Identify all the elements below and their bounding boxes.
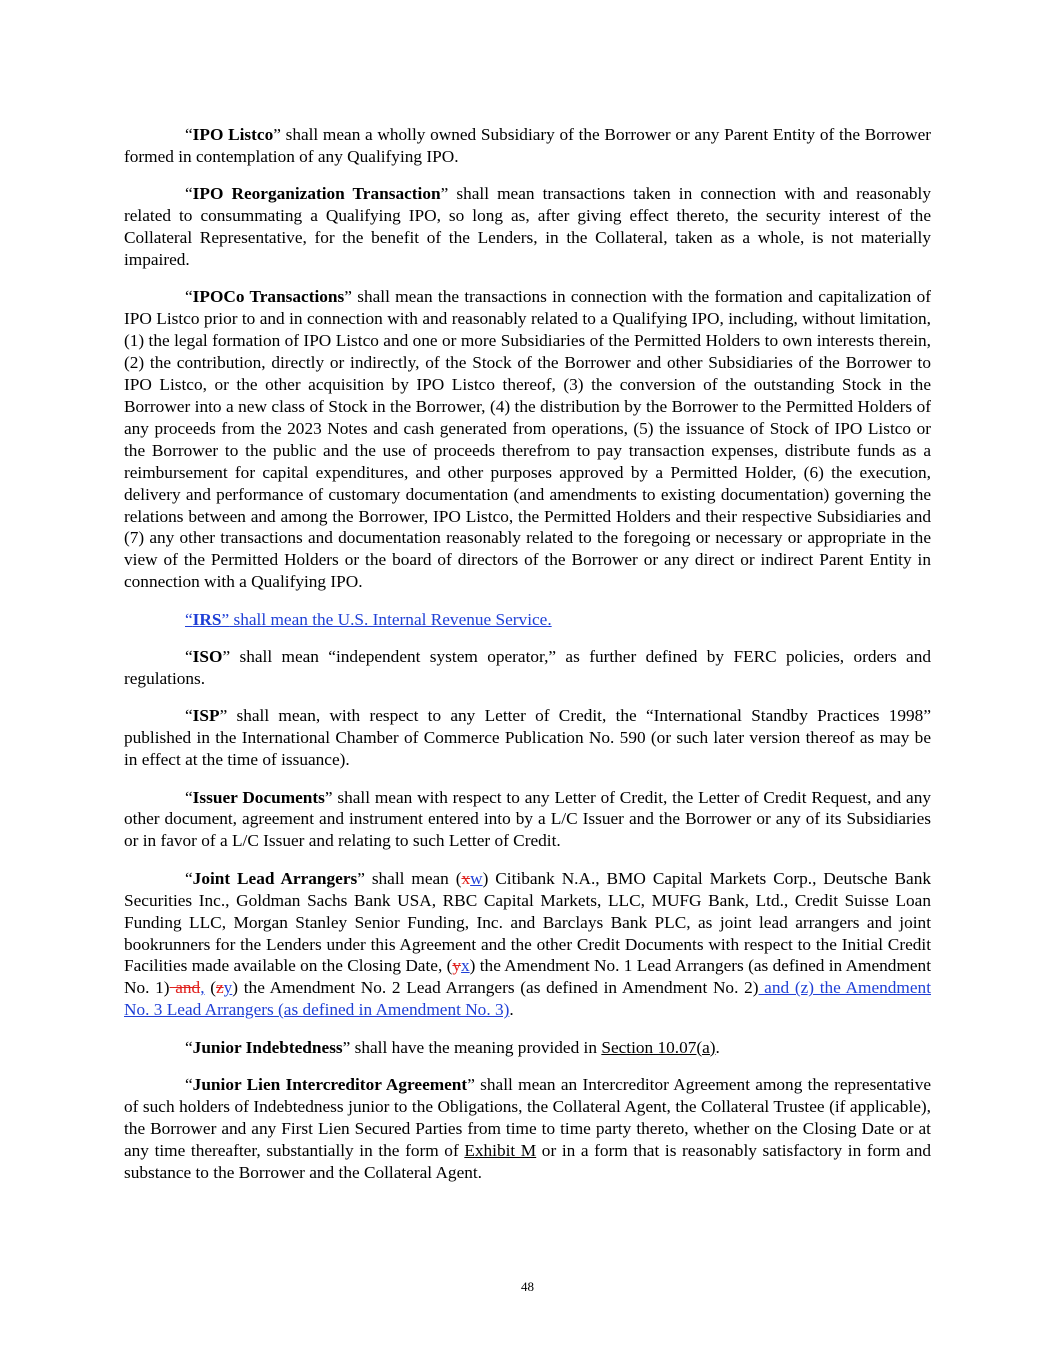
definition-text: shall mean the transactions in connection with the formation and capitalization of IPO Listco prior to and in connection with and reasonably related to a Qualifying IPO, including, without limitation, (1) the legal formation of IPO Listco and one or more Subsidiaries of the Permitted Holders to own interests therein, (2) the contribution, directly or indirectly, of the Stock of the Borrower and other Subsidiaries of the Borrower to IPO Listco, or the other acquisition by IPO Listco thereof, (3) the conversion of the outstanding Stock in the Borrower into a new class of Stock in the Borrower, (4) the distribution by the Borrower to the Permitted Holders of any proceeds from the 2023 Notes and cash generated from operations, (5) the issuance of Stock of IPO Listco or the Borrower to the public and the use of proceeds therefrom to pay transaction expenses, distribute funds as a reimbursement for capital expenditures, and other purposes approved by a Permitted Holder, (6) the execution, delivery and performance of customary documentation (and amendments to existing documentation) governing the relations between and among the Borrower, IPO Listco, the Permitted Holders and their respective Subsidiaries and (7) any other transactions and documentation reasonably related to the foregoing or necessary or appropriate in the view of the Permitted Holders or the board of directors of the Borrower or any direct or indirect Parent Entity in connection with a Qualifying IPO. <box>124 287 931 592</box>
open-quote: “ <box>185 787 193 807</box>
defined-term: IPOCo Transactions <box>192 287 345 307</box>
section-reference: Section 10.07(a) <box>601 1037 716 1057</box>
definition-text: shall mean an Intercreditor Agreement among the representative of such holders of Indebtedness junior to the Obligations, the Collateral Agent, the Collateral Trustee (if applicable), the Borrower and any First Lien Secured Parties from time to time party thereto, whether on the Closing Date or at any time thereafter, substantially in the form of <box>124 1075 932 1160</box>
close-quote: ” <box>221 609 230 629</box>
inserted-text <box>185 610 552 629</box>
close-quote: ” <box>344 287 352 307</box>
defined-term: IPO Reorganization Transaction <box>192 184 441 204</box>
definition-irs-inserted <box>124 609 931 631</box>
close-quote: ” <box>342 1037 351 1057</box>
open-quote: “ <box>185 125 193 144</box>
close-quote: ” <box>273 125 281 144</box>
defined-term: IPO Listco <box>192 125 274 144</box>
defined-term: Joint Lead Arrangers <box>192 868 358 888</box>
defined-term: Issuer Documents <box>192 787 325 807</box>
definition-text: shall mean, with respect to any Letter of Credit, the “International Standby Practices 1998” published in the International Chamber of Commerce Publication No. 590 (or such later version thereof as may be in effect at the time of issuance). <box>124 706 931 770</box>
open-quote: “ <box>185 609 193 629</box>
close-quote: ” <box>222 647 231 667</box>
deleted-text: x <box>461 868 471 888</box>
definition-text: . <box>509 1000 514 1020</box>
definition-junior-lien-intercreditor <box>124 1074 931 1184</box>
definition-issuer-documents <box>124 787 931 853</box>
definition-ipoco-transactions <box>124 286 931 593</box>
inserted-text: , <box>200 978 205 998</box>
document-page <box>124 124 931 1199</box>
deleted-text: z <box>215 978 224 998</box>
definition-text: shall mean a wholly owned Subsidiary of the Borrower or any Parent Entity of the Borrower formed in contemplation of any Qualifying IPO. <box>124 125 931 166</box>
defined-term: Junior Indebtedness <box>192 1037 343 1057</box>
open-quote: “ <box>185 184 193 204</box>
inserted-text: y <box>223 978 233 998</box>
open-quote: “ <box>185 1075 193 1095</box>
defined-term: IRS <box>192 609 222 629</box>
open-quote: “ <box>185 287 193 307</box>
definition-text: ) Citibank N.A., BMO Capital Markets Corp., Deutsche Bank Securities Inc., Goldman Sachs Bank USA, RBC Capital Markets, LLC, MUFG Bank, Ltd., Credit Suisse Loan Funding LLC, Morgan Stanley Senior Funding, Inc. and Barclays Bank PLC, as joint lead arrangers and joint bookrunners for the Lenders under this Agreement and the other Credit Documents with respect to the Initial Credit Facilities made available on the Closing Date, ( <box>124 868 931 976</box>
close-quote: ” <box>467 1075 475 1095</box>
deleted-text: y <box>452 956 462 976</box>
definition-ipo-listco <box>124 124 931 168</box>
definition-text: . <box>715 1037 720 1057</box>
definition-text: ) the Amendment No. 2 Lead Arrangers (as defined in Amendment No. 2) <box>232 978 759 998</box>
inserted-text: x <box>461 956 470 976</box>
open-quote: “ <box>185 647 193 667</box>
close-quote: ” <box>324 787 333 807</box>
definition-text: shall mean transactions taken in connection with and reasonably related to consummating a Qualifying IPO, so long as, after giving effect thereto, the security interest of the Collateral Representative, for the benefit of the Lenders, in the Collateral, taken as a whole, is not materially impaired. <box>124 184 931 270</box>
definition-ipo-reorganization <box>124 183 931 271</box>
definition-text: shall have the meaning provided in <box>350 1037 602 1057</box>
definition-text: shall mean “independent system operator,” as further defined by FERC policies, orders and regulations. <box>124 647 931 688</box>
deleted-text: and <box>169 978 201 998</box>
defined-term: Junior Lien Intercreditor Agreement <box>192 1075 468 1095</box>
close-quote: ” <box>440 184 449 204</box>
page-number: 48 <box>521 1279 534 1294</box>
defined-term: ISP <box>192 706 220 726</box>
close-quote: ” <box>219 706 228 726</box>
definition-text: ( <box>204 978 216 998</box>
definition-text: shall mean ( <box>364 868 462 888</box>
definition-text: or in a form that is reasonably satisfactory in form and substance to the Borrower and the Collateral Agent. <box>124 1140 931 1182</box>
definition-iso <box>124 646 931 690</box>
inserted-text: and (z) the Amendment No. 3 Lead Arrangers (as defined in Amendment No. 3) <box>124 978 931 1020</box>
definition-text: shall mean the U.S. Internal Revenue Service. <box>229 609 552 629</box>
open-quote: “ <box>185 868 193 888</box>
definition-text: ) the Amendment No. 1 Lead Arrangers (as defined in Amendment No. 1) <box>124 956 931 998</box>
open-quote: “ <box>185 1037 193 1057</box>
inserted-text: w <box>470 868 483 888</box>
defined-term: ISO <box>192 647 223 667</box>
open-quote: “ <box>185 706 193 726</box>
definition-junior-indebtedness <box>124 1037 931 1059</box>
exhibit-reference: Exhibit M <box>464 1140 537 1160</box>
close-quote: ” <box>357 868 365 888</box>
definition-text: shall mean with respect to any Letter of Credit, the Letter of Credit Request, and any other document, agreement and instrument entered into by a L/C Issuer and the Borrower or any of its Subsidiaries or in favor of a L/C Issuer and relating to such Letter of Credit. <box>124 787 931 851</box>
definition-isp <box>124 705 931 771</box>
definition-joint-lead-arrangers <box>124 868 931 1021</box>
